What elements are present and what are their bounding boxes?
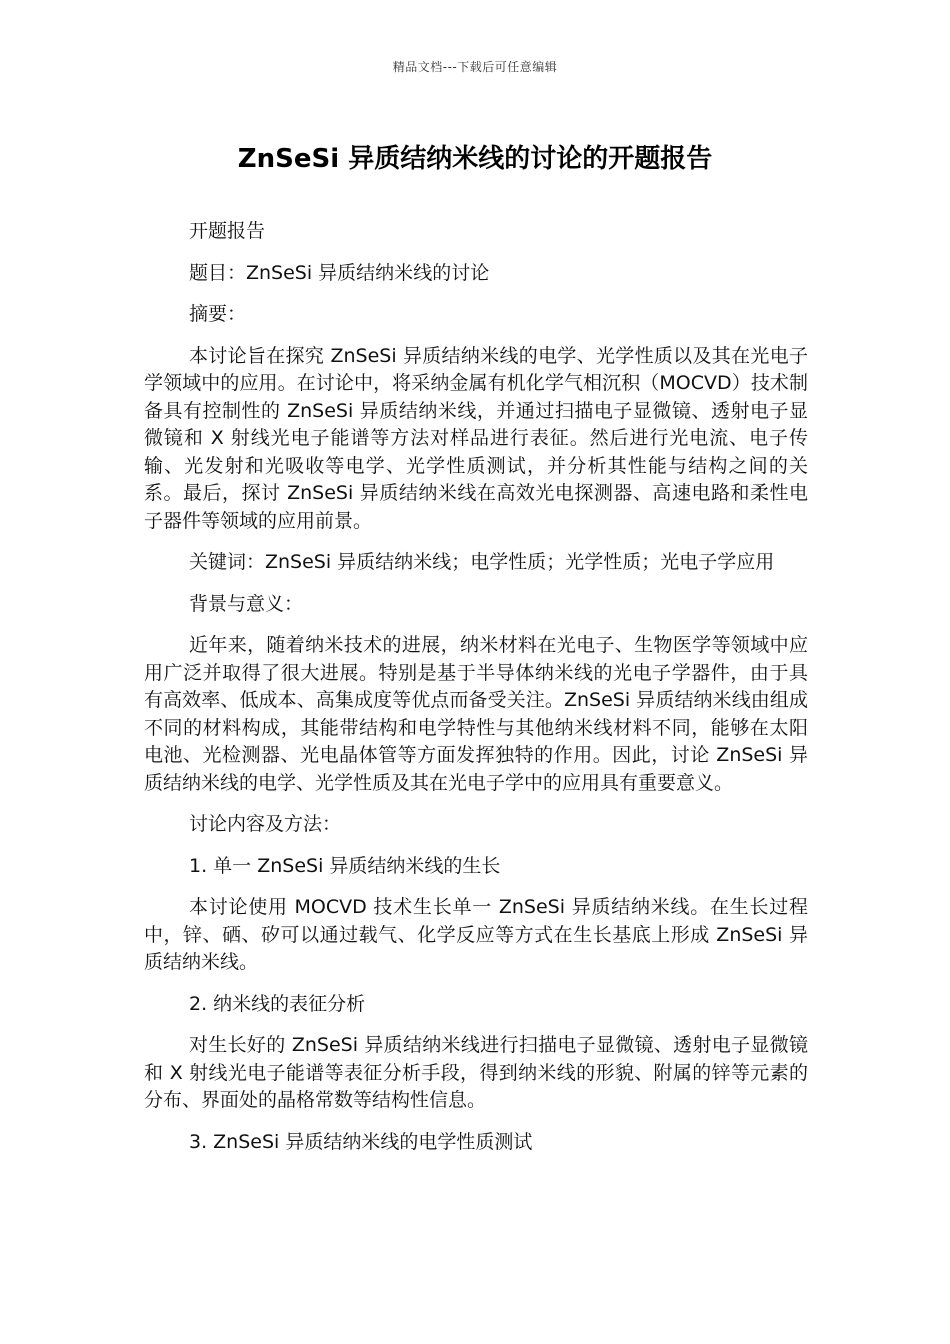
document-body bbox=[144, 218, 808, 1170]
paragraph-background: 近年来，随着纳米技术的进展，纳米材料在光电子、生物医学等领域中应用广泛并取得了很大进展。特别是基于半导体纳米线的光电子学器件，由于具有高效率、低成本、高集成度等优点而备受关注。ZnSeSi 异质结纳米线由组成不同的材料构成，其能带结构和电学特性与其他纳米线材料不同，能够在太阳电池、光检测器、光电晶体管等方面发挥独特的作用。因此，讨论 ZnSeSi 异质结纳米线的电学、光学性质及其在光电子学中的应用具有重要意义。 bbox=[144, 634, 808, 794]
document-title: ZnSeSi 异质结纳米线的讨论的开题报告 bbox=[237, 144, 713, 174]
paragraph-item-3-heading: 3. ZnSeSi 异质结纳米线的电学性质测试 bbox=[189, 1130, 533, 1153]
header-note: 精品文档---下载后可任意编辑 bbox=[392, 60, 558, 74]
paragraph-methods-heading: 讨论内容及方法： bbox=[189, 813, 342, 835]
paragraph-keywords: 关键词：ZnSeSi 异质结纳米线；电学性质；光学性质；光电子学应用 bbox=[189, 551, 775, 573]
paragraph-background-heading: 背景与意义： bbox=[189, 592, 304, 615]
paragraph-item-2-heading: 2. 纳米线的表征分析 bbox=[189, 992, 366, 1015]
paragraph-report-label: 开题报告 bbox=[189, 220, 266, 242]
paragraph-topic: 题目：ZnSeSi 异质结纳米线的讨论 bbox=[189, 261, 490, 284]
paragraph-abstract-heading: 摘要： bbox=[189, 303, 247, 325]
paragraph-abstract: 本讨论旨在探究 ZnSeSi 异质结纳米线的电学、光学性质以及其在光电子学领域中的应用。在讨论中，将采纳金属有机化学气相沉积（MOCVD）技术制备具有控制性的 ZnSeSi 异质结纳米线，并通过扫描电子显微镜、透射电子显微镜和 X 射线光电子能谱等方法对样品进行表征。然后进行光电流、电子传输、光发射和光吸收等电学、光学性质测试，并分析其性能与结构之间的关系。最后，探讨 ZnSeSi 异质结纳米线在高效光电探测器、高速电路和柔性电子器件等领域的应用前景。 bbox=[144, 344, 808, 532]
paragraph-item-2-body: 对生长好的 ZnSeSi 异质结纳米线进行扫描电子显微镜、透射电子显微镜和 X 射线光电子能谱等表征分析手段，得到纳米线的形貌、附属的锌等元素的分布、界面处的晶格常数等结构性信息。 bbox=[144, 1034, 808, 1111]
paragraph-item-1-heading: 1. 单一 ZnSeSi 异质结纳米线的生长 bbox=[189, 854, 501, 877]
paragraph-item-1-body: 本讨论使用 MOCVD 技术生长单一 ZnSeSi 异质结纳米线。在生长过程中，锌、硒、矽可以通过载气、化学反应等方式在生长基底上形成 ZnSeSi 异质结纳米线。 bbox=[144, 896, 808, 973]
